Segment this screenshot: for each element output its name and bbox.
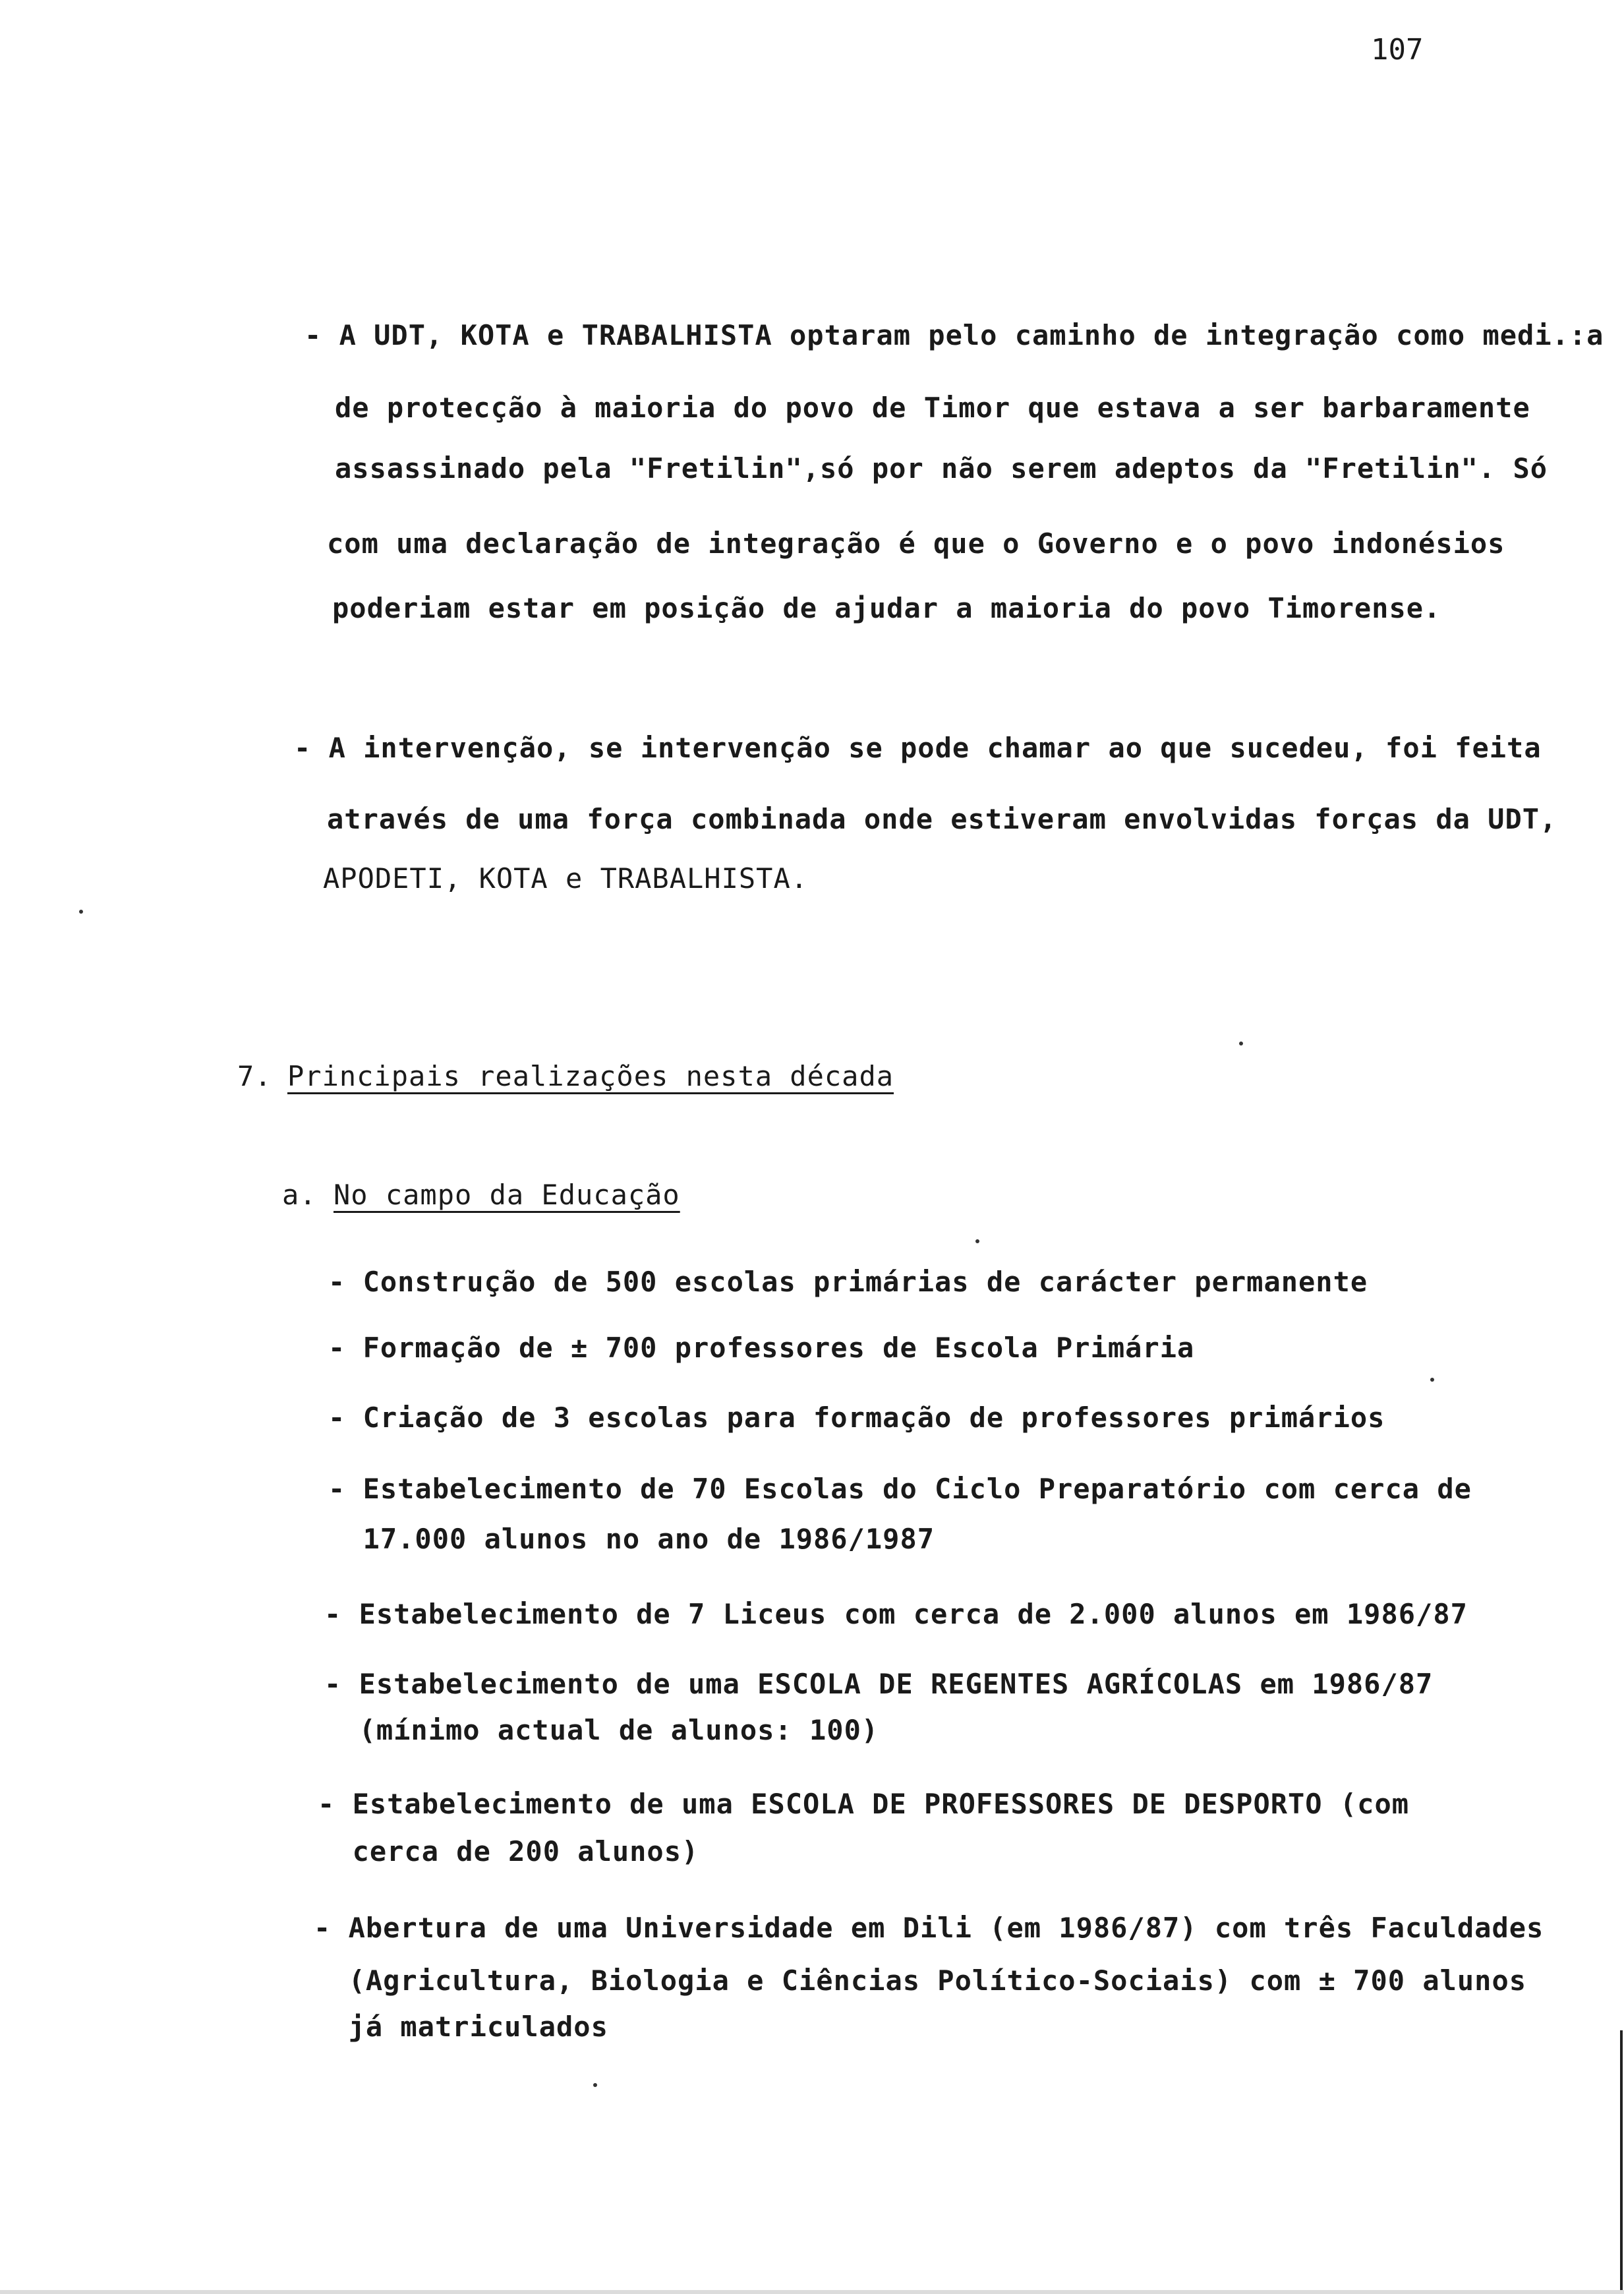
list-item-line: (mínimo actual de alunos: 100) xyxy=(324,1714,879,1746)
scan-edge-rule xyxy=(1620,2030,1623,2294)
scan-speck xyxy=(1430,1378,1434,1382)
list-item: - Criação de 3 escolas para formação de professores primários xyxy=(328,1401,1385,1434)
list-item: - Construção de 500 escolas primárias de carácter permanente xyxy=(328,1266,1368,1298)
list-item: - Estabelecimento de 7 Liceus com cerca de 2.000 alunos em 1986/87 xyxy=(324,1598,1468,1630)
paragraph-line: - A UDT, KOTA e TRABALHISTA optaram pelo caminho de integração como medi.:a xyxy=(304,319,1604,351)
subsection-title: No campo da Educação xyxy=(334,1179,680,1211)
list-item-line: cerca de 200 alunos) xyxy=(318,1835,699,1868)
list-item-line: - Estabelecimento de uma ESCOLA DE PROFESSORES DE DESPORTO (com xyxy=(318,1788,1410,1820)
section-title: Principais realizações nesta década xyxy=(287,1060,894,1092)
paragraph-line: com uma declaração de integração é que o Governo e o povo indonésios xyxy=(327,527,1505,560)
list-item-line: - Abertura de uma Universidade em Dili (em 1986/87) com três Faculdades xyxy=(314,1912,1544,1944)
paragraph-line: de protecção à maioria do povo de Timor que estava a ser barbaramente xyxy=(335,392,1530,424)
list-item-line: já matriculados xyxy=(314,2011,608,2043)
paragraph-line: assassinado pela "Fretilin",só por não serem adeptos da "Fretilin". Só xyxy=(335,452,1548,485)
scan-speck xyxy=(1239,1042,1243,1045)
paragraph-line: APODETI, KOTA e TRABALHISTA. xyxy=(323,862,809,895)
section-number: 7. xyxy=(237,1060,272,1092)
list-item-line: - Estabelecimento de uma ESCOLA DE REGENTES AGRÍCOLAS em 1986/87 xyxy=(324,1668,1434,1700)
page-number: 107 xyxy=(1371,33,1424,67)
paragraph-line: poderiam estar em posição de ajudar a maioria do povo Timorense. xyxy=(332,592,1441,624)
list-item-line: 17.000 alunos no ano de 1986/1987 xyxy=(328,1523,935,1555)
paragraph-line: através de uma força combinada onde estiveram envolvidas forças da UDT, xyxy=(327,803,1557,835)
list-item-line: (Agricultura, Biologia e Ciências Político-Sociais) com ± 700 alunos xyxy=(314,1964,1527,1997)
list-item-line: - Estabelecimento de 70 Escolas do Ciclo Preparatório com cerca de xyxy=(328,1473,1472,1505)
scan-speck xyxy=(593,2083,597,2087)
list-item: - Formação de ± 700 professores de Escola Primária xyxy=(328,1332,1195,1364)
paragraph-line: - A intervenção, se intervenção se pode chamar ao que sucedeu, foi feita xyxy=(294,732,1542,764)
scan-speck xyxy=(79,910,83,914)
scan-bottom-edge xyxy=(0,2290,1624,2294)
subsection-letter: a. xyxy=(282,1179,317,1211)
scan-speck xyxy=(975,1239,979,1243)
